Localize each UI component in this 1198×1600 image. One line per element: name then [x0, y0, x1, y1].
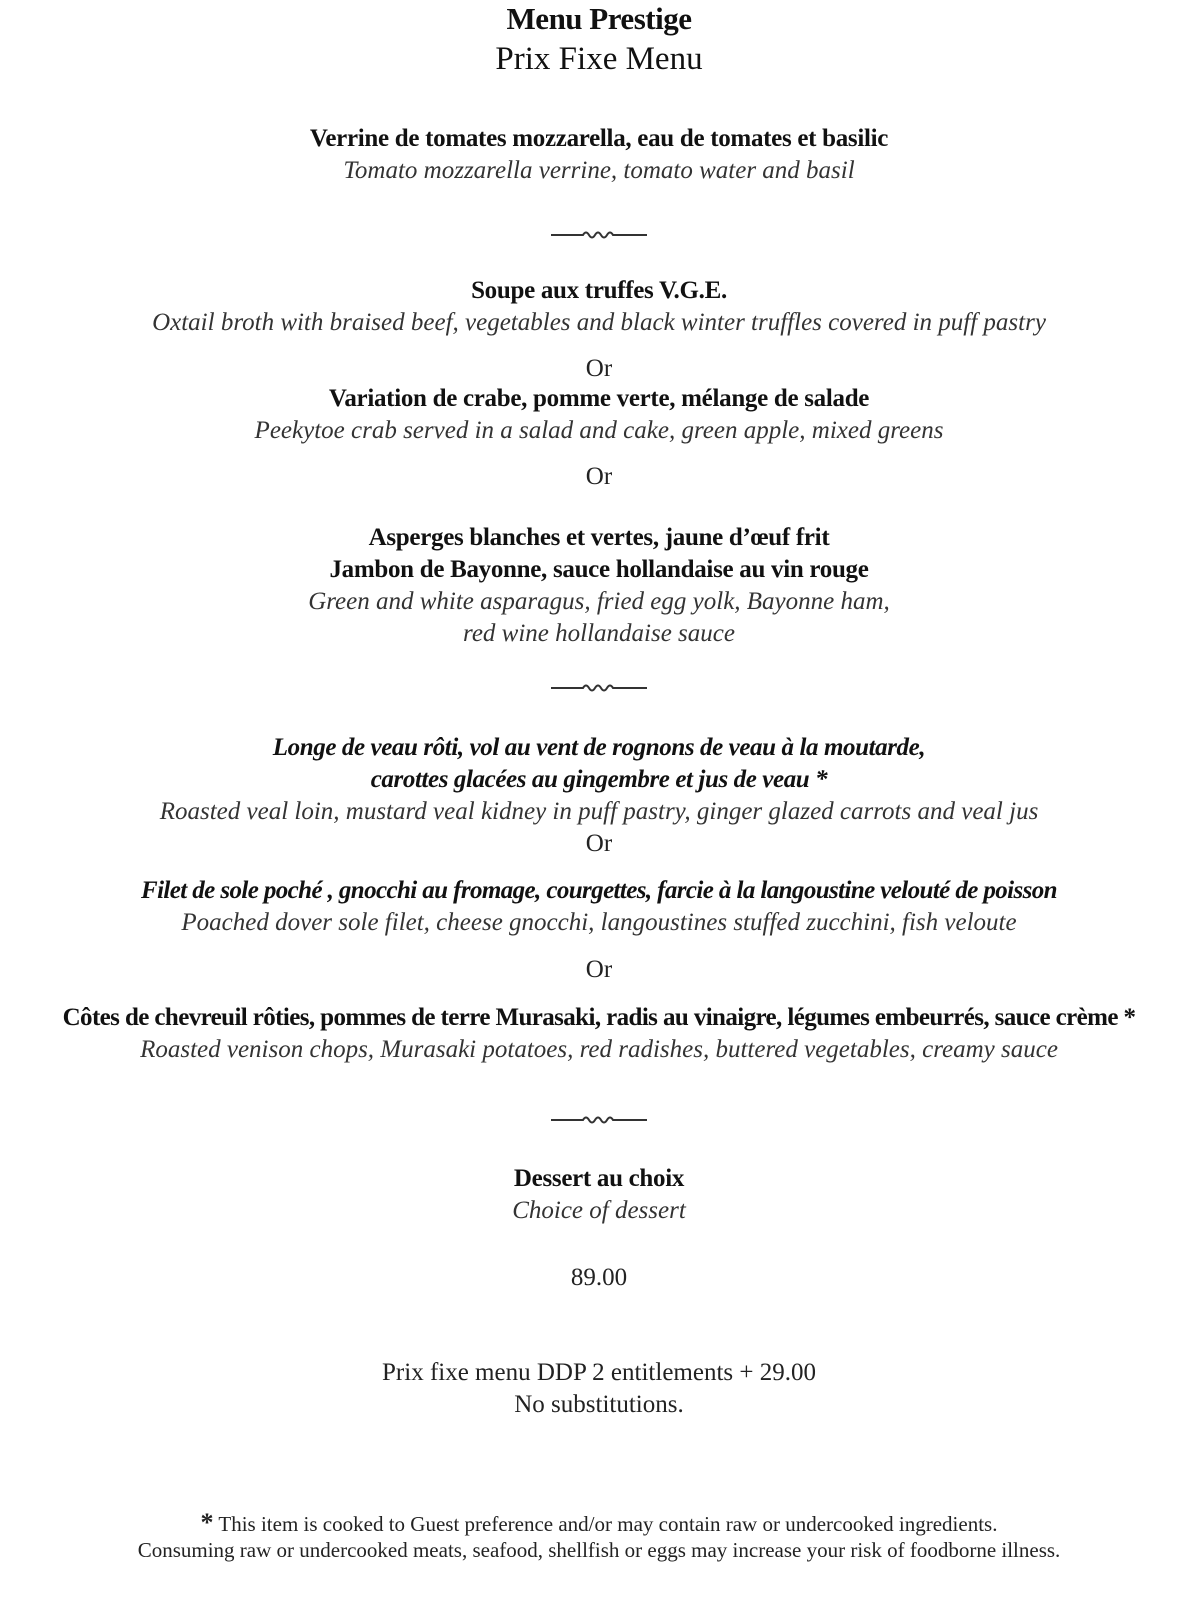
course3-option2-english: Poached dover sole filet, cheese gnocchi, langoustines stuffed zucchini, fish veloute — [181, 909, 1017, 936]
substitutions-note: No substitutions. — [514, 1391, 684, 1418]
dessert-english: Choice of dessert — [512, 1197, 686, 1224]
course1-english: Tomato mozzarella verrine, tomato water and basil — [343, 157, 855, 184]
course2-option3-french-line1: Asperges blanches et vertes, jaune d’œuf frit — [368, 524, 830, 551]
course3-option1-french-line1: Longe de veau rôti, vol au vent de rognons de veau à la moutarde, — [272, 734, 926, 761]
asterisk-mark: * — [200, 1508, 214, 1537]
course3-option2-french: Filet de sole poché , gnocchi au fromage, courgettes, farcie à la langoustine velouté de poisson — [141, 877, 1057, 904]
menu-title: Menu Prestige — [506, 1, 692, 36]
course3-option3-english: Roasted venison chops, Murasaki potatoes, red radishes, buttered vegetables, creamy sauce — [140, 1036, 1058, 1063]
or-separator: Or — [585, 355, 613, 382]
divider-ornament-icon — [551, 228, 647, 242]
course1-french: Verrine de tomates mozzarella, eau de tomates et basilic — [309, 125, 889, 152]
menu-price: 89.00 — [570, 1264, 628, 1291]
footer-line1-text: This item is cooked to Guest preference and/or may contain raw or undercooked ingredients. — [218, 1512, 998, 1536]
course2-option3-french-line2: Jambon de Bayonne, sauce hollandaise au vin rouge — [329, 556, 869, 583]
divider-ornament-icon — [551, 681, 647, 695]
divider-ornament-icon — [551, 1113, 647, 1127]
or-separator: Or — [585, 830, 613, 857]
or-separator: Or — [585, 956, 613, 983]
menu-subtitle: Prix Fixe Menu — [495, 41, 703, 77]
course3-option1-english: Roasted veal loin, mustard veal kidney in puff pastry, ginger glazed carrots and veal jus — [159, 798, 1039, 825]
course2-option2-english: Peekytoe crab served in a salad and cake, green apple, mixed greens — [254, 417, 944, 444]
or-separator: Or — [585, 463, 613, 490]
course2-option1-english: Oxtail broth with braised beef, vegetables and black winter truffles covered in puff pastry — [152, 309, 1046, 336]
course2-option3-english-line2: red wine hollandaise sauce — [463, 620, 735, 647]
course3-option1-french-line2: carottes glacées au gingembre et jus de veau * — [370, 766, 828, 793]
dessert-french: Dessert au choix — [513, 1165, 685, 1192]
ddp-note: Prix fixe menu DDP 2 entitlements + 29.00 — [382, 1359, 816, 1386]
footer-disclaimer-line2: Consuming raw or undercooked meats, seafood, shellfish or eggs may increase your risk of foodborne illness. — [137, 1538, 1061, 1562]
footer-disclaimer-line1 — [0, 1509, 1198, 1538]
course2-option2-french: Variation de crabe, pomme verte, mélange de salade — [328, 385, 870, 412]
course2-option1-french: Soupe aux truffes V.G.E. — [471, 277, 727, 304]
course3-option3-french: Côtes de chevreuil rôties, pommes de terre Murasaki, radis au vinaigre, légumes embeurrés, sauce crème * — [62, 1004, 1136, 1031]
course2-option3-english-line1: Green and white asparagus, fried egg yolk, Bayonne ham, — [308, 588, 890, 615]
